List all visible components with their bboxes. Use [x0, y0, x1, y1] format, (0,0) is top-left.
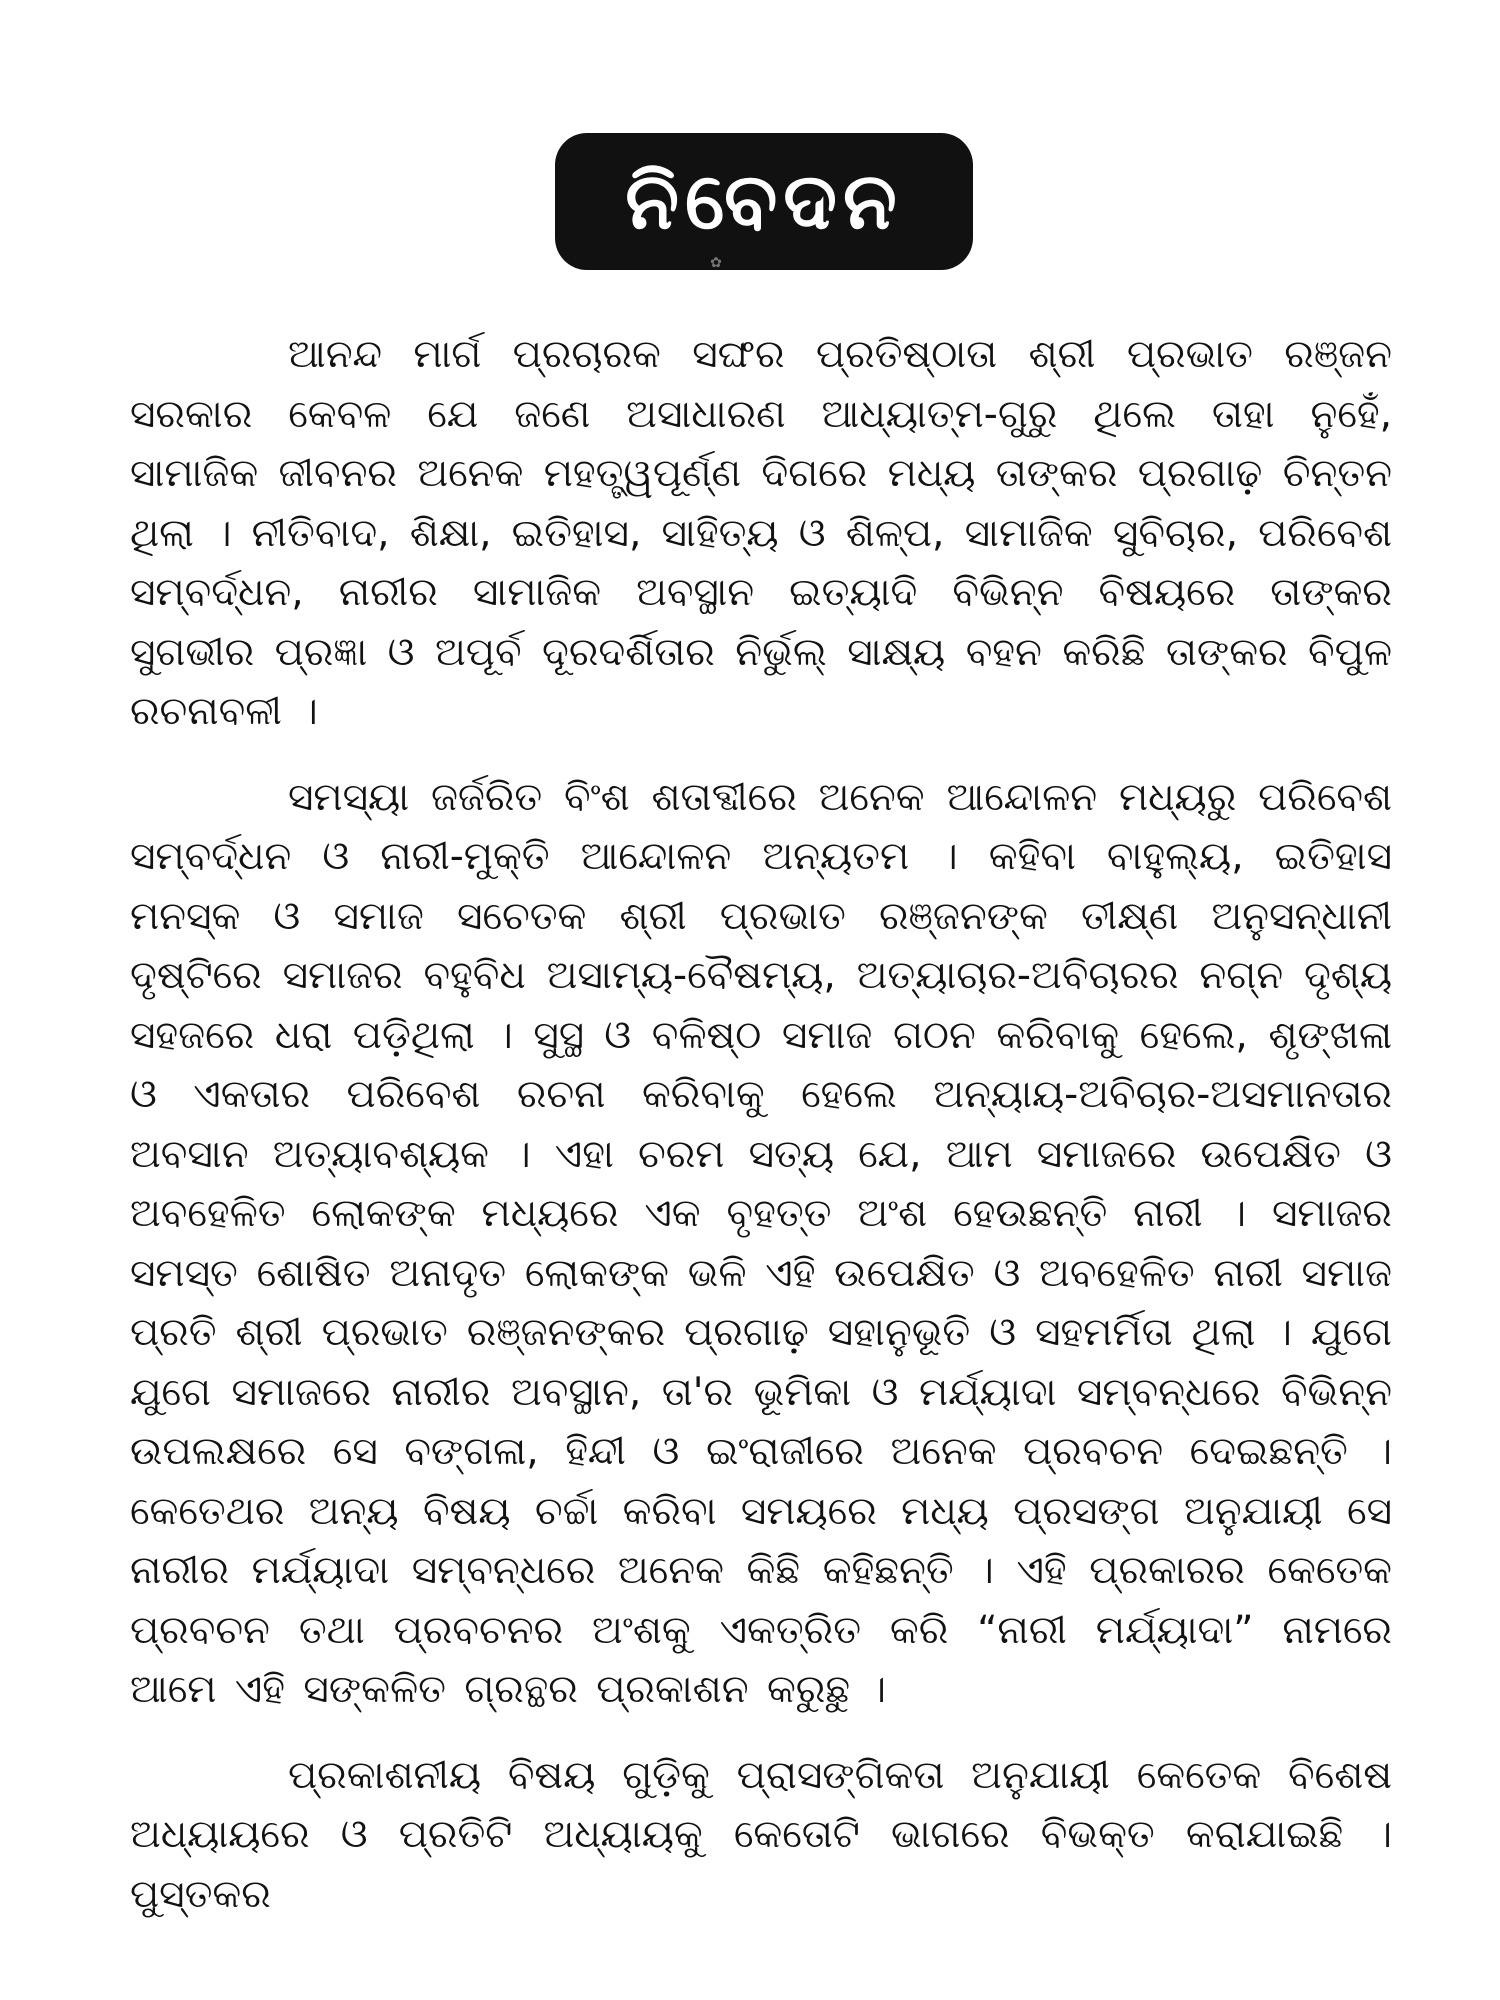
flower-ornament-icon: ✿	[710, 255, 722, 271]
title-banner	[555, 133, 973, 270]
paragraph-1: ଆନନ୍ଦ ମାର୍ଗ ପ୍ରଚାରକ ସଙ୍ଘର ପ୍ରତିଷ୍ଠାତା ଶ୍ରୀ ପ୍ରଭାତ ରଞ୍ଜନ ସରକାର କେବଳ ଯେ ଜଣେ ଅସାଧାରଣ ଆଧ୍ୟାତ୍ମ-ଗୁରୁ ଥିଲେ ତାହା ନୁହେଁ, ସାମାଜିକ ଜୀବନର ଅନେକ ମହତ୍ତ୍ୱପୂର୍ଣ୍ଣ ଦିଗରେ ମଧ୍ୟ ତାଙ୍କର ପ୍ରଗାଢ଼ ଚିନ୍ତନ ଥିଲା । ନୀତିବାଦ, ଶିକ୍ଷା, ଇତିହାସ, ସାହିତ୍ୟ ଓ ଶିଳ୍ପ, ସାମାଜିକ ସୁବିଚାର, ପରିବେଶ ସମ୍ବର୍ଦ୍ଧନ, ନାରୀର ସାମାଜିକ ଅବସ୍ଥାନ ଇତ୍ୟାଦି ବିଭିନ୍ନ ବିଷୟରେ ତାଙ୍କର ସୁଗଭୀର ପ୍ରଜ୍ଞା ଓ ଅପୂର୍ବ ଦୂରଦର୍ଶିତାର ନିର୍ଭୁଲ୍ ସାକ୍ଷ୍ୟ ବହନ କରିଛି ତାଙ୍କର ବିପୁଳ ରଚନାବଳୀ ।	[130, 332, 1392, 734]
page-title: ନିବେଦନ	[625, 156, 903, 247]
paragraph-3: ପ୍ରକାଶନୀୟ ବିଷୟ ଗୁଡ଼ିକୁ ପ୍ରାସଙ୍ଗିକତା ଅନୁଯାୟୀ କେତେକ ବିଶେଷ ଅଧ୍ୟାୟରେ ଓ ପ୍ରତିଟି ଅଧ୍ୟାୟକୁ କେତୋଟି ଭାଗରେ ବିଭକ୍ତ କରାଯାଇଛି । ପୁସ୍ତକର	[130, 1752, 1392, 1917]
body-text	[130, 325, 1392, 1950]
paragraph-2: ସମସ୍ୟା ଜର୍ଜରିତ ବିଂଶ ଶତାବ୍ଦୀରେ ଅନେକ ଆନ୍ଦୋଳନ ମଧ୍ୟରୁ ପରିବେଶ ସମ୍ବର୍ଦ୍ଧନ ଓ ନାରୀ-ମୁକ୍ତି ଆନ୍ଦୋଳନ ଅନ୍ୟତମ । କହିବା ବାହୁଲ୍ୟ, ଇତିହାସ ମନସ୍କ ଓ ସମାଜ ସଚେତକ ଶ୍ରୀ ପ୍ରଭାତ ରଞ୍ଜନଙ୍କ ତୀକ୍ଷ୍ଣ ଅନୁସନ୍ଧାନୀ ଦୃଷ୍ଟିରେ ସମାଜର ବହୁବିଧ ଅସାମ୍ୟ-ବୈଷମ୍ୟ, ଅତ୍ୟାଚାର-ଅବିଚାରର ନଗ୍ନ ଦୃଶ୍ୟ ସହଜରେ ଧରା ପଡ଼ିଥିଲା । ସୁସ୍ଥ ଓ ବଳିଷ୍ଠ ସମାଜ ଗଠନ କରିବାକୁ ହେଲେ, ଶୃଙ୍ଖଳା ଓ ଏକତାର ପରିବେଶ ରଚନା କରିବାକୁ ହେଲେ ଅନ୍ୟାୟ-ଅବିଚାର-ଅସମାନତାର ଅବସାନ ଅତ୍ୟାବଶ୍ୟକ । ଏହା ଚରମ ସତ୍ୟ ଯେ, ଆମ ସମାଜରେ ଉପେକ୍ଷିତ ଓ ଅବହେଳିତ ଲୋକଙ୍କ ମଧ୍ୟରେ ଏକ ବୃହତ୍ତ ଅଂଶ ହେଉଛନ୍ତି ନାରୀ । ସମାଜର ସମସ୍ତ ଶୋଷିତ ଅନାଦୃତ ଲୋକଙ୍କ ଭଳି ଏହି ଉପେକ୍ଷିତ ଓ ଅବହେଳିତ ନାରୀ ସମାଜ ପ୍ରତି ଶ୍ରୀ ପ୍ରଭାତ ରଞ୍ଜନଙ୍କର ପ୍ରଗାଢ଼ ସହାନୁଭୂତି ଓ ସହମର୍ମିତା ଥିଲା । ଯୁଗେ ଯୁଗେ ସମାଜରେ ନାରୀର ଅବସ୍ଥାନ, ତା'ର ଭୂମିକା ଓ ମର୍ଯ୍ୟାଦା ସମ୍ବନ୍ଧରେ ବିଭିନ୍ନ ଉପଲକ୍ଷରେ ସେ ବଙ୍ଗଳା, ହିନ୍ଦୀ ଓ ଇଂରାଜୀରେ ଅନେକ ପ୍ରବଚନ ଦେଇଛନ୍ତି । କେତେଥର ଅନ୍ୟ ବିଷୟ ଚର୍ଚ୍ଚା କରିବା ସମୟରେ ମଧ୍ୟ ପ୍ରସଙ୍ଗ ଅନୁଯାୟୀ ସେ ନାରୀର ମର୍ଯ୍ୟାଦା ସମ୍ବନ୍ଧରେ ଅନେକ କିଛି କହିଛନ୍ତି । ଏହି ପ୍ରକାରର କେତେକ ପ୍ରବଚନ ତଥା ପ୍ରବଚନର ଅଂଶକୁ ଏକତ୍ରିତ କରି “ନାରୀ ମର୍ଯ୍ୟାଦା” ନାମରେ ଆମେ ଏହି ସଙ୍କଳିତ ଗ୍ରନ୍ଥର ପ୍ରକାଶନ କରୁଛୁ ।	[130, 774, 1392, 1712]
